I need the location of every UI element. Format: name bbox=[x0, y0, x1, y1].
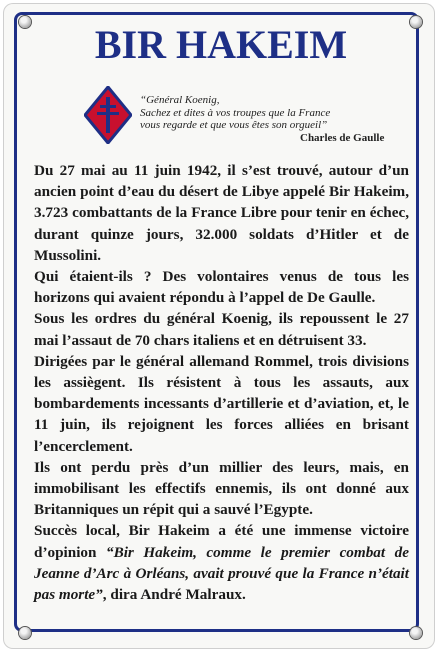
plaque-text bbox=[34, 160, 409, 605]
paragraph: Ils ont perdu près d’un millier des leurs, mais, en immobilisant les effectifs ennemis, ils ont donné aux Britanniques un répit qui a sauvé l’Egypte. bbox=[34, 458, 409, 519]
malraux-quote: “Bir Hakeim, comme le premier combat de Jeanne d’Arc à Orléans, avait prouvé que la France n’était pas morte” bbox=[34, 543, 409, 604]
paragraph: Du 27 mai au 11 juin 1942, il s’est trouvé, autour d’un ancien point d’eau du désert de Libye appelé Bir Hakeim, 3.723 combattants de la France Libre pour tenir en échec, durant quinze jours, 32.000 soldats d’Hitler et de Mussolini. bbox=[34, 162, 409, 264]
de-gaulle-quote: “Général Koenig, Sachez et dites à vos troupes que la France vous regarde et que vous êtes son orgueil” bbox=[140, 94, 331, 131]
screw-icon bbox=[19, 627, 31, 639]
paragraph: Sous les ordres du général Koenig, ils repoussent le 27 mai l’assaut de 70 chars italiens et en détruisent 33. bbox=[34, 310, 409, 349]
plaque-title: BIR HAKEIM bbox=[94, 22, 348, 67]
paragraph: Qui étaient-ils ? Des volontaires venus de tous les horizons qui avaient répondu à l’appel de De Gaulle. bbox=[34, 268, 409, 307]
screw-icon bbox=[410, 627, 422, 639]
paragraph: Dirigées par le général allemand Rommel, trois divisions les assiègent. Ils résistent à tous les assauts, aux bombardements incessants d’artillerie et d’aviation, et, le 11 juin, ils rejoignent les forces alliées en brisant l’encerclement. bbox=[34, 352, 409, 455]
quote-author: Charles de Gaulle bbox=[300, 132, 385, 144]
paragraph-last-intro: Succès local, Bir Hakeim a été une immense victoire d’opinion bbox=[34, 522, 409, 561]
paragraph-last bbox=[34, 520, 409, 605]
paragraph-last-outro: , dira André Malraux. bbox=[102, 586, 246, 604]
cross-of-lorraine-icon bbox=[84, 86, 132, 144]
